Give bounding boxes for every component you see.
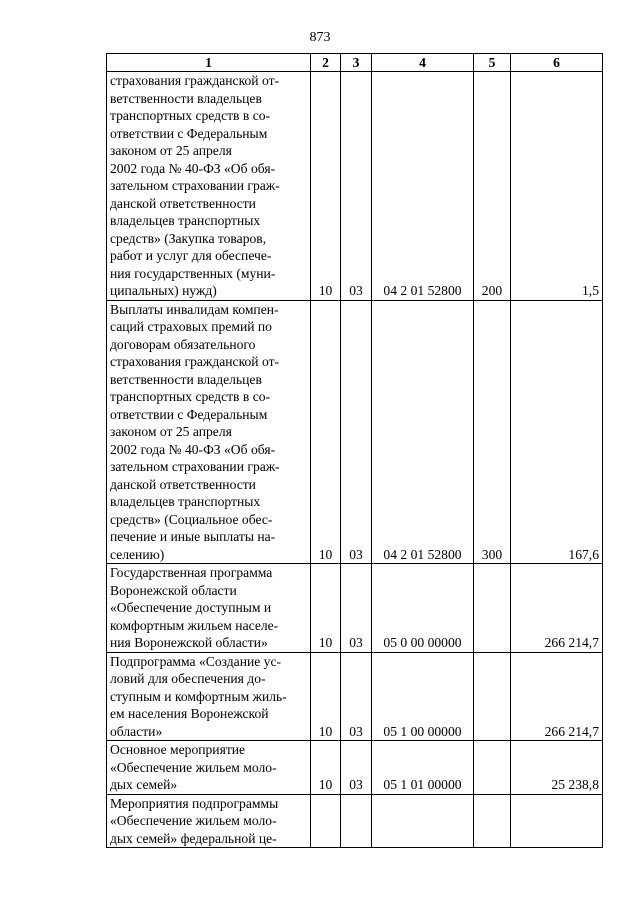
row-section-code: 10 [311, 300, 341, 564]
row-expense-type [474, 794, 511, 848]
row-amount: 25 238,8 [511, 741, 603, 795]
row-section-code: 10 [311, 564, 341, 653]
row-target-article: 04 2 01 52800 [372, 300, 474, 564]
row-subsection-code: 03 [341, 72, 372, 301]
row-amount [511, 794, 603, 848]
row-description: Подпрограмма «Создание ус- ловий для обеспечения до- ступным и комфортным жиль- ем населения Воронежской области» [107, 652, 311, 741]
row-amount: 1,5 [511, 72, 603, 301]
row-section-code: 10 [311, 72, 341, 301]
row-target-article: 05 0 00 00000 [372, 564, 474, 653]
row-target-article: 05 1 00 00000 [372, 652, 474, 741]
row-subsection-code: 03 [341, 741, 372, 795]
table-row [107, 564, 603, 653]
row-section-code [311, 794, 341, 848]
row-target-article: 04 2 01 52800 [372, 72, 474, 301]
row-amount: 266 214,7 [511, 652, 603, 741]
row-expense-type [474, 564, 511, 653]
table-header-row [107, 54, 603, 72]
row-expense-type [474, 652, 511, 741]
budget-table [106, 53, 603, 848]
table-row [107, 300, 603, 564]
row-target-article: 05 1 01 00000 [372, 741, 474, 795]
table-row [107, 794, 603, 848]
row-amount: 167,6 [511, 300, 603, 564]
row-subsection-code: 03 [341, 564, 372, 653]
row-expense-type: 300 [474, 300, 511, 564]
table-row [107, 652, 603, 741]
table-row [107, 72, 603, 301]
column-header-6: 6 [511, 54, 603, 72]
column-header-1: 1 [107, 54, 311, 72]
page-number: 873 [309, 30, 331, 45]
column-header-3: 3 [341, 54, 372, 72]
row-description: Основное мероприятие «Обеспечение жильем моло- дых семей» [107, 741, 311, 795]
column-header-2: 2 [311, 54, 341, 72]
row-section-code: 10 [311, 652, 341, 741]
row-description: Мероприятия подпрограммы «Обеспечение жильем моло- дых семей» федеральной це- [107, 794, 311, 848]
row-section-code: 10 [311, 741, 341, 795]
column-header-4: 4 [372, 54, 474, 72]
row-subsection-code: 03 [341, 300, 372, 564]
table-row [107, 741, 603, 795]
row-subsection-code [341, 794, 372, 848]
row-expense-type [474, 741, 511, 795]
row-expense-type: 200 [474, 72, 511, 301]
row-description: Выплаты инвалидам компен- саций страховых премий по договорам обязательного страхования гражданской от- ветственности владельцев транспортных средств в со- ответствии с Федеральным законом от 25 апреля 2002 года № 40-ФЗ «Об обя- зательном страховании граж- данской ответственности владельцев транспортных средств» (Социальное обес- печение и иные выплаты на- селению) [107, 300, 311, 564]
row-description: страхования гражданской от- ветственности владельцев транспортных средств в со- ответствии с Федеральным законом от 25 апреля 2002 года № 40-ФЗ «Об обя- зательном страховании граж- данской ответственности владельцев транспортных средств» (Закупка товаров, работ и услуг для обеспече- ния государственных (муни- ципальных) нужд) [107, 72, 311, 301]
column-header-5: 5 [474, 54, 511, 72]
row-subsection-code: 03 [341, 652, 372, 741]
row-description: Государственная программа Воронежской области «Обеспечение доступным и комфортным жильем населе- ния Воронежской области» [107, 564, 311, 653]
row-amount: 266 214,7 [511, 564, 603, 653]
row-target-article [372, 794, 474, 848]
